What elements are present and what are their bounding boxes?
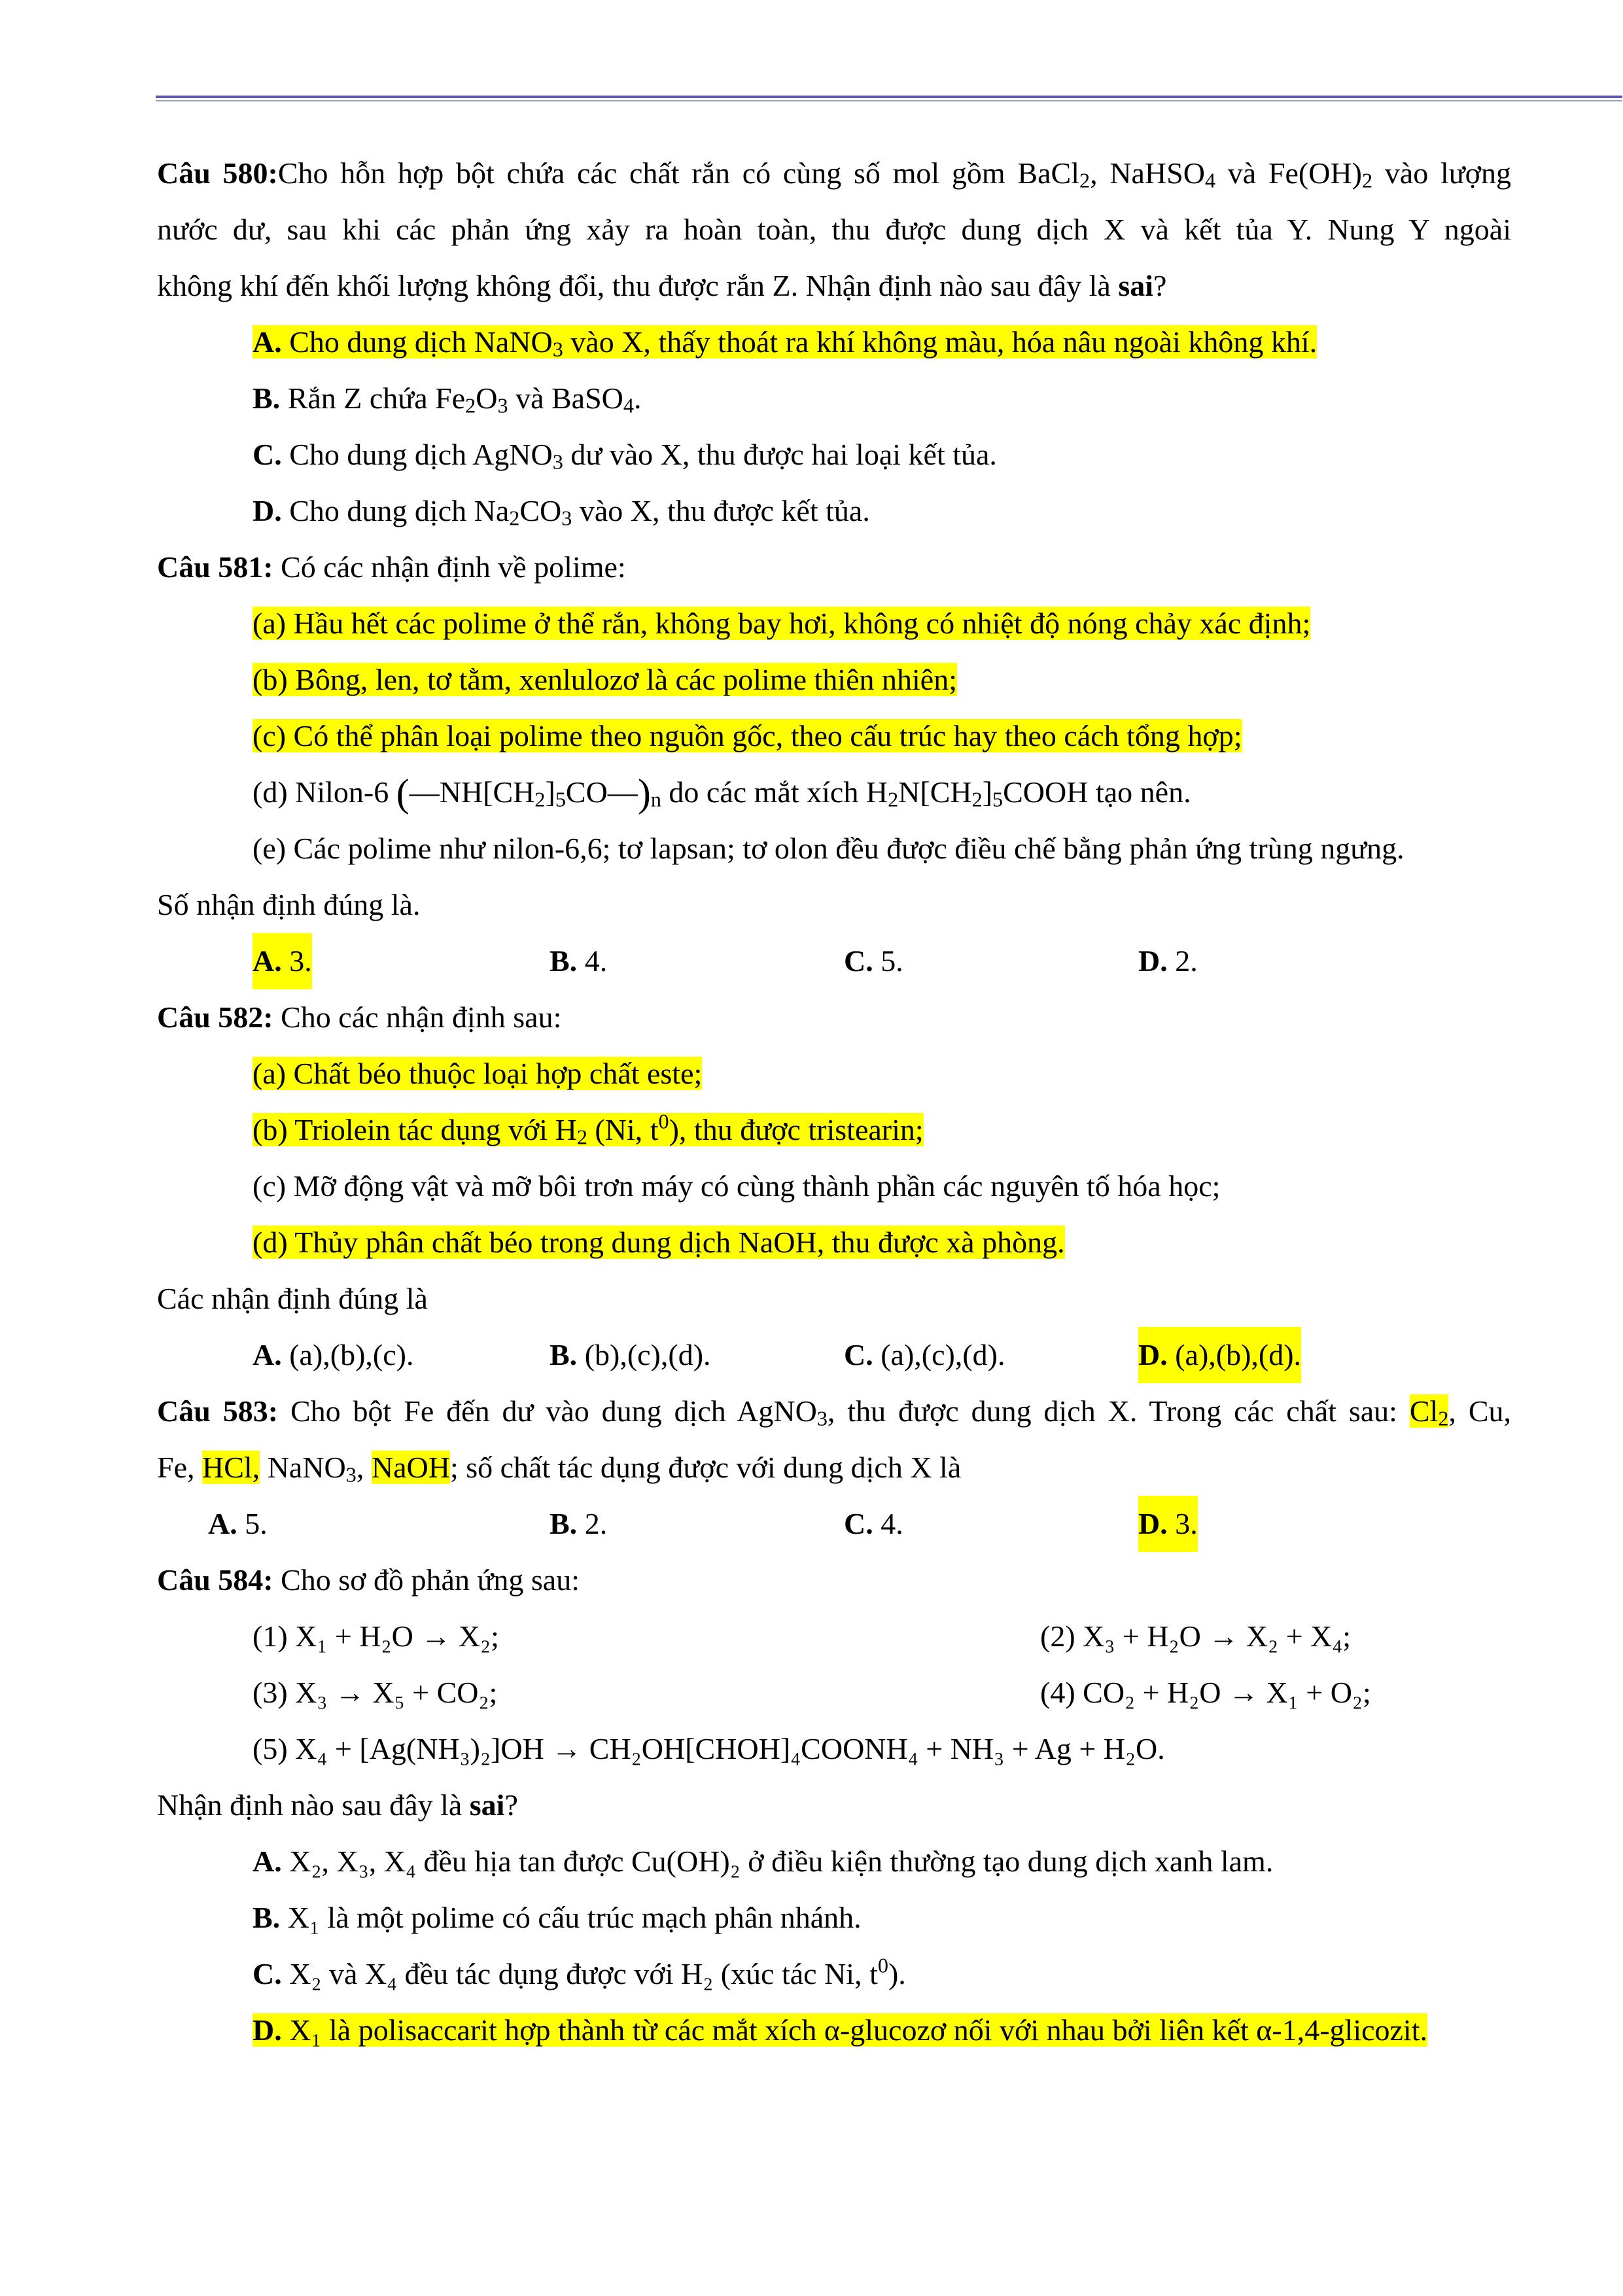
q582-option-a: A. (a),(b),(c).: [253, 1338, 414, 1371]
q581-statement-e: (e) Các polime như nilon-6,6; tơ lapsan; tơ olon đều được điều chế bằng phản ứng trùng ngưng.: [253, 832, 1405, 865]
q581-statement-c: (c) Có thể phân loại polime theo nguồn gốc, theo cấu trúc hay theo cách tổng hợp;: [253, 719, 1242, 752]
q583-options: [157, 1496, 1511, 1552]
q584-option-b: B. X₁ là một polime có cấu trúc mạch phân nhánh.: [253, 1901, 862, 1934]
q582-statement-a: (a) Chất béo thuộc loại hợp chất este;: [253, 1057, 703, 1090]
q580-option-b: B. Rắn Z chứa $Fe_2O_3$ và BaSO$_4$.: [253, 381, 642, 417]
q583-option-c: C. 4.: [844, 1507, 903, 1540]
q584-reaction-5: (5) X₄ + [Ag(NH₃)₂]OH → CH₂OH[CHOH]₄COONH₄ + NH₃ + Ag + H₂O.: [253, 1732, 1165, 1765]
q584-reactions-1-2: [157, 1608, 1511, 1665]
q582-options: [157, 1327, 1511, 1383]
q582-option-d: D. (a),(b),(d).: [1138, 1327, 1301, 1383]
q582-statement-d: (d) Thủy phân chất béo trong dung dịch NaOH, thu được xà phòng.: [253, 1226, 1065, 1259]
answer-highlight: D. X₁ là polisaccarit hợp thành từ các mắt xích α-glucozơ nối với nhau bởi liên kết α-1,4-glicozit.: [253, 2013, 1427, 2047]
q580-stem-line1: Câu 580:Cho hỗn hợp bột chứa các chất rắn có cùng số mol gồm BaCl$_2$, NaHSO$_4$ và $Fe(OH)_2$ vào lượng: [157, 156, 1511, 192]
q580-stem-line2: nước dư, sau khi các phản ứng xảy ra hoàn toàn, thu được dung dịch X và kết tủa Y. Nung Y ngoài: [157, 213, 1511, 246]
document-body: [157, 145, 1511, 2058]
q583-option-d: D. 3.: [1138, 1496, 1198, 1552]
nylon6-formula: $(—NH[CH_2]_5CO—)_n$: [396, 771, 661, 815]
q580-option-d: D. Cho dung dịch $Na_2CO_3$ vào X, thu được kết tủa.: [253, 494, 870, 530]
answer-highlight: A. Cho dung dịch NaNO$_3$ vào X, thấy thoát ra khí không màu, hóa nâu ngoài không khí.: [253, 325, 1318, 361]
q584-option-c: C. X₂ và X₄ đều tác dụng được với H₂ (xúc tác Ni, $t^0$).: [253, 1953, 906, 1990]
q583-stem-line2: Fe, HCl, NaNO$_3$, NaOH; số chất tác dụng được với dung dịch X là: [157, 1451, 962, 1487]
q581-options: [157, 933, 1511, 989]
q584-stem: Câu 584: Cho sơ đồ phản ứng sau:: [157, 1563, 580, 1597]
q582-option-b: B. (b),(c),(d).: [550, 1338, 711, 1371]
q583-stem-line1: Câu 583: Cho bột Fe đến dư vào dung dịch AgNO$_3$, thu được dung dịch X. Trong các chất sau: $Cl_2$, Cu,: [157, 1394, 1512, 1430]
q581-statement-a: (a) Hầu hết các polime ở thể rắn, không bay hơi, không có nhiệt độ nóng chảy xác định;: [253, 607, 1311, 640]
q580-option-a: [157, 314, 1511, 370]
q581-option-c: C. 5.: [844, 944, 903, 978]
q581-statement-d: (d) Nilon-6 $(—NH[CH_2]_5CO—)_n$ do các mắt xích $H_2N[CH_2]_5COOH$ tạo nên.: [253, 771, 1191, 815]
reaction-1: (1) X₁ + H₂O → X₂;: [253, 1619, 499, 1653]
q584-option-d: [157, 2002, 1511, 2058]
q584-option-a: A. X₂, X₃, X₄ đều hịa tan được Cu(OH)₂ ở điều kiện thường tạo dung dịch xanh lam.: [253, 1845, 1274, 1878]
reaction-2: (2) X₃ + H₂O → X₂ + X₄;: [1040, 1619, 1352, 1653]
q583-option-b: B. 2.: [550, 1507, 608, 1540]
q580-label: Câu 580:: [157, 156, 278, 190]
q582-statement-c: (c) Mỡ động vật và mỡ bôi trơn máy có cùng thành phần các nguyên tố hóa học;: [253, 1169, 1221, 1203]
q584-reactions-3-4: [157, 1665, 1511, 1721]
q584-ask: Nhận định nào sau đây là sai?: [157, 1788, 518, 1822]
header-rule: [156, 96, 1622, 98]
q582-statement-b: (b) Triolein tác dụng với $H_2$ (Ni, $t^0$), thu được tristearin;: [253, 1109, 924, 1149]
header-rule-thin: [156, 100, 1622, 101]
reaction-3: (3) X₃ → X₅ + CO₂;: [253, 1676, 498, 1709]
q581-option-b: B. 4.: [550, 944, 608, 978]
q581-stem: Câu 581: Có các nhận định về polime:: [157, 550, 626, 584]
q581-option-d: D. 2.: [1138, 944, 1198, 978]
q581-ask: Số nhận định đúng là.: [157, 888, 421, 921]
q580-option-c: C. Cho dung dịch AgNO$_3$ dư vào X, thu được hai loại kết tủa.: [253, 438, 997, 474]
q582-stem: Câu 582: Cho các nhận định sau:: [157, 1000, 562, 1034]
q580-stem-line3: không khí đến khối lượng không đổi, thu được rắn Z. Nhận định nào sau đây là sai?: [157, 269, 1167, 302]
reaction-4: (4) CO₂ + H₂O → X₁ + O₂;: [1040, 1676, 1371, 1709]
q583-option-a: A. 5.: [208, 1507, 268, 1540]
q581-option-a: A. 3.: [253, 933, 312, 989]
q582-option-c: C. (a),(c),(d).: [844, 1338, 1005, 1371]
q582-ask: Các nhận định đúng là: [157, 1282, 428, 1315]
q581-statement-b: (b) Bông, len, tơ tằm, xenlulozơ là các polime thiên nhiên;: [253, 663, 957, 696]
